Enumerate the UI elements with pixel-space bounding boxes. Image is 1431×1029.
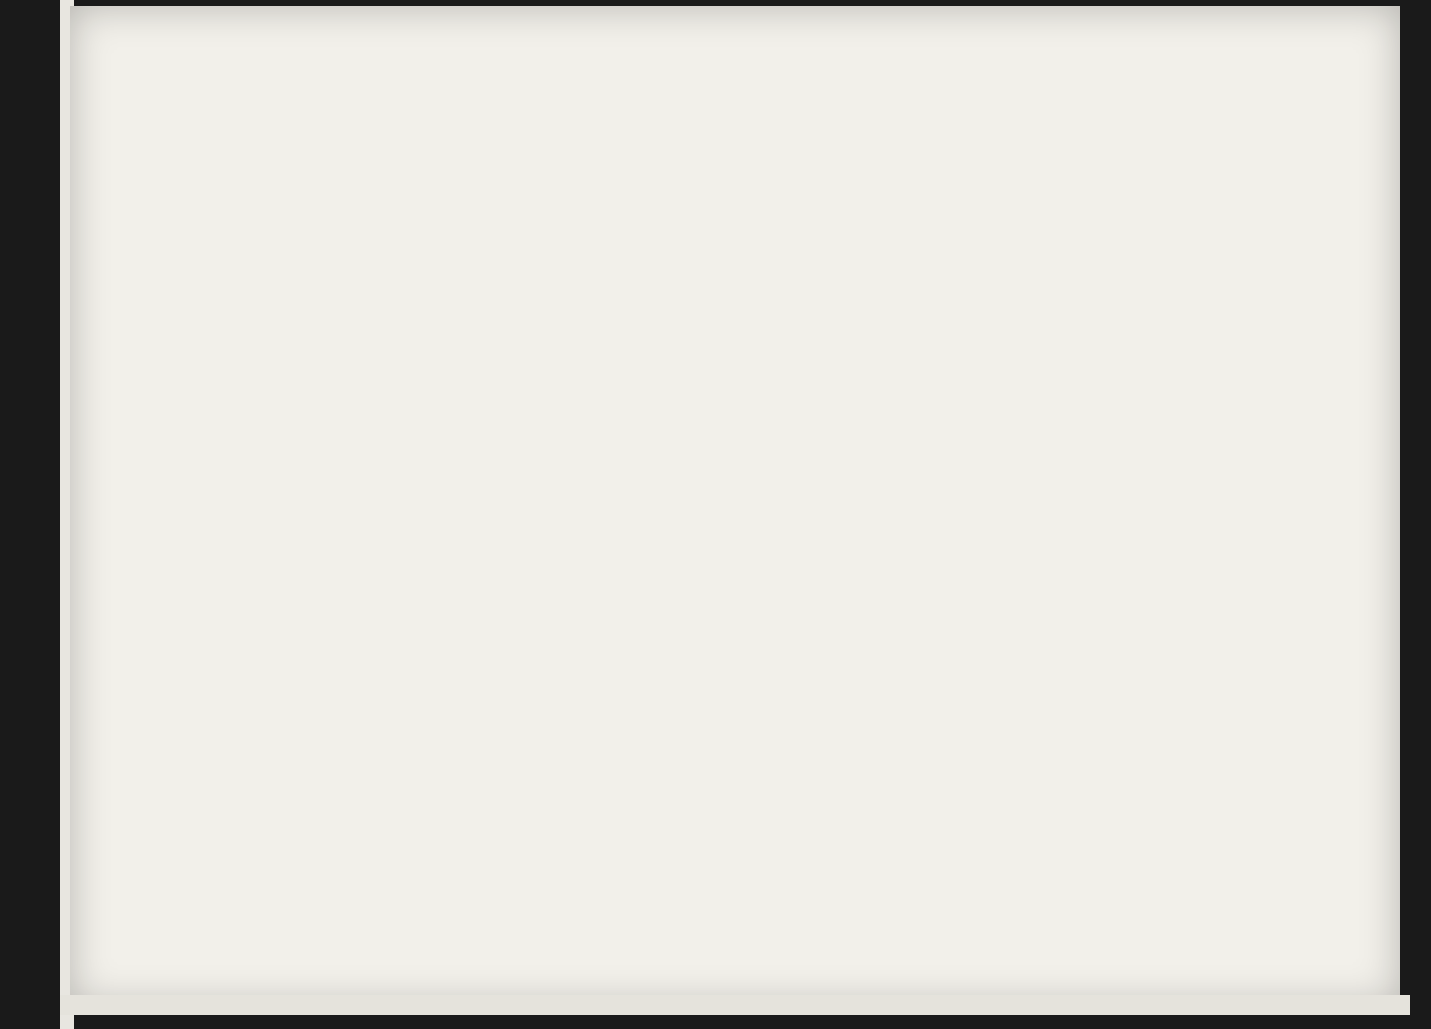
census-sheet	[70, 6, 1400, 1006]
page-edge-bottom	[60, 995, 1410, 1015]
